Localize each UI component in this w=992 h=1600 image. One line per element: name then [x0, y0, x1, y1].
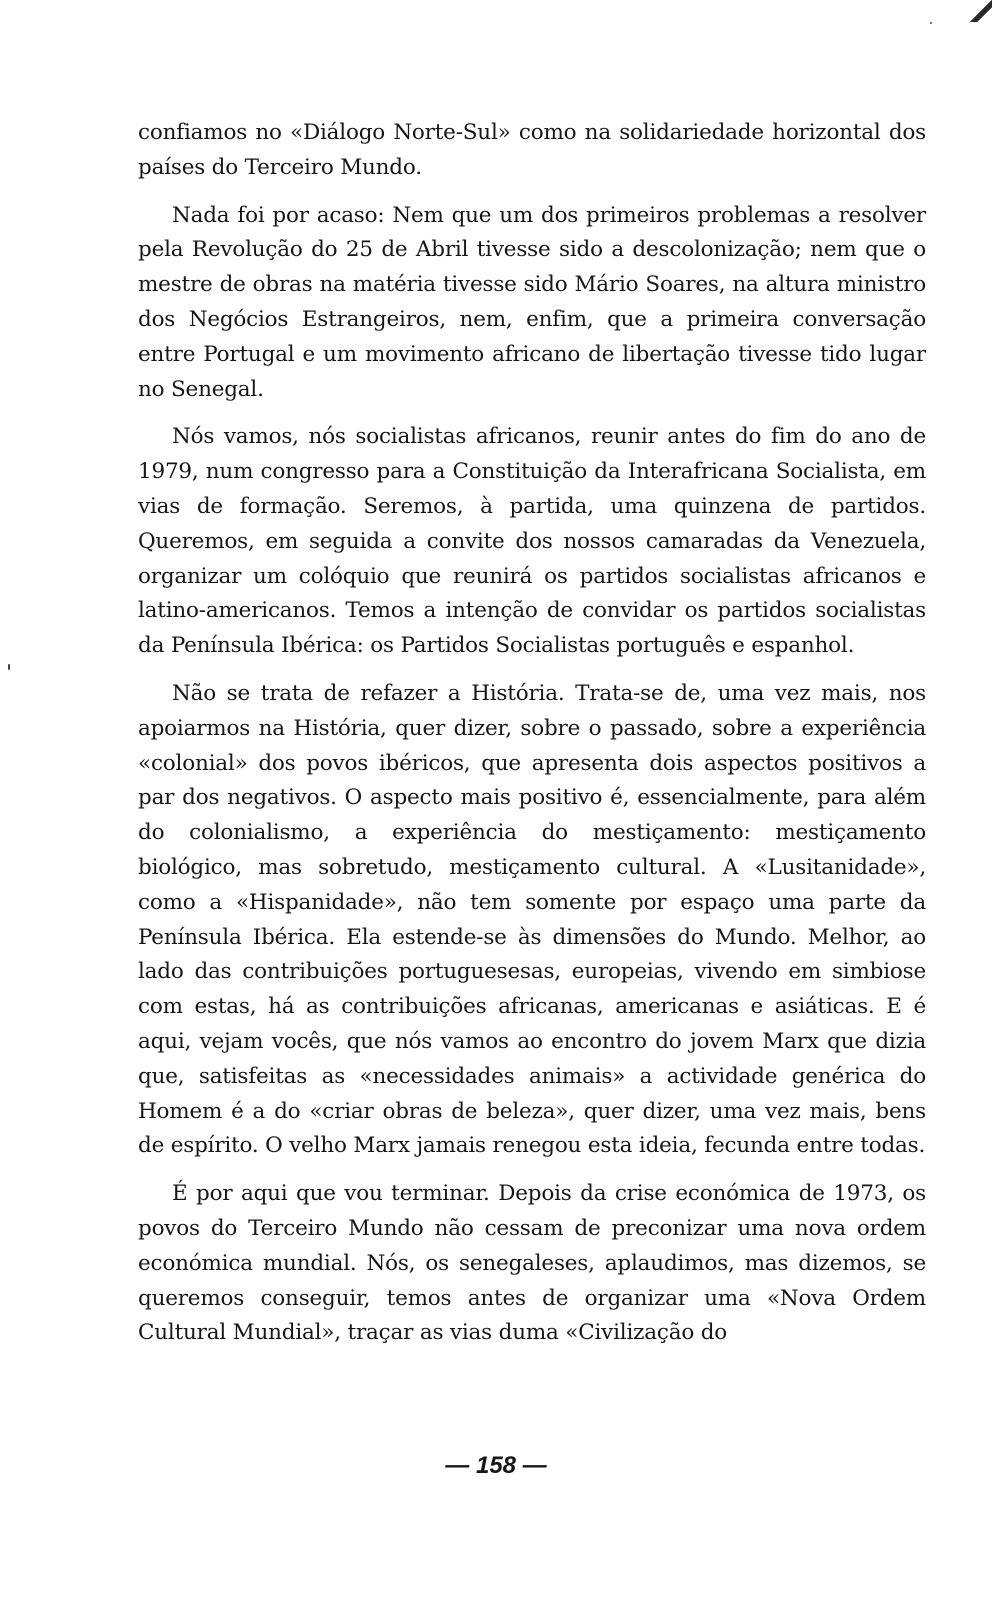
scan-corner-mark — [964, 0, 992, 22]
paragraph-continued: confiamos no «Diálogo Norte-Sul» como na solidariedade horizontal dos países do Terceiro Mundo. — [138, 120, 926, 180]
paragraph: Não se trata de refazer a História. Trata-se de, uma vez mais, nos apoiarmos na História, quer dizer, sobre o passado, sobre a experiência «colonial» dos povos ibéricos, que apresenta dois aspectos positivos a par dos negativos. O aspecto mais positivo é, essencialmente, para além do colonialismo, a experiência do mestiçamento: mestiçamento biológico, mas sobretudo, mestiçamento cultural. A «Lusitanidade», como a «Hispanidade», não tem somente por espaço uma parte da Península Ibérica. Ela estende-se às dimensões do Mundo. Melhor, ao lado das contribuições portuguesesas, europeias, vivendo em simbiose com estas, há as contribuições africanas, americanas e asiáticas. E é aqui, vejam vocês, que nós vamos ao encontro do jovem Marx que dizia que, satisfeitas as «necessidades animais» a actividade genérica do Homem é a do «criar obras de beleza», quer dizer, uma vez mais, bens de espírito. O velho Marx jamais renegou esta ideia, fecunda entre todas. — [138, 680, 926, 1159]
paragraph: É por aqui que vou terminar. Depois da crise económica de 1973, os povos do Terceiro Mundo não cessam de preconizar uma nova ordem económica mundial. Nós, os senegaleses, aplaudimos, mas dizemos, se queremos conseguir, temos antes de organizar uma «Nova Ordem Cultural Mundial», traçar as vias duma «Civilização do — [138, 1181, 926, 1346]
scan-speck — [8, 664, 10, 670]
paragraph: Nada foi por acaso: Nem que um dos primeiros problemas a resolver pela Revolução do 25 de Abril tivesse sido a descolonização; nem que o mestre de obras na matéria tivesse sido Mário Soares, na altura ministro dos Negócios Estrangeiros, nem, enfim, que a primeira conversação entre Portugal e um movimento africano de libertação tivesse tido lugar no Senegal. — [138, 202, 926, 402]
page-number: — 158 — — [445, 1452, 547, 1479]
body-text — [138, 116, 926, 1351]
scan-speck — [930, 22, 932, 24]
paragraph: Nós vamos, nós socialistas africanos, reunir antes do fim do ano de 1979, num congresso para a Constituição da Interafricana Socialista, em vias de formação. Seremos, à partida, uma quinzena de partidos. Queremos, em seguida a convite dos nossos camaradas da Venezuela, organizar um colóquio que reunirá os partidos socialistas africanos e latino-americanos. Temos a intenção de convidar os partidos socialistas da Península Ibérica: os Partidos Socialistas português e espanhol. — [138, 424, 926, 659]
